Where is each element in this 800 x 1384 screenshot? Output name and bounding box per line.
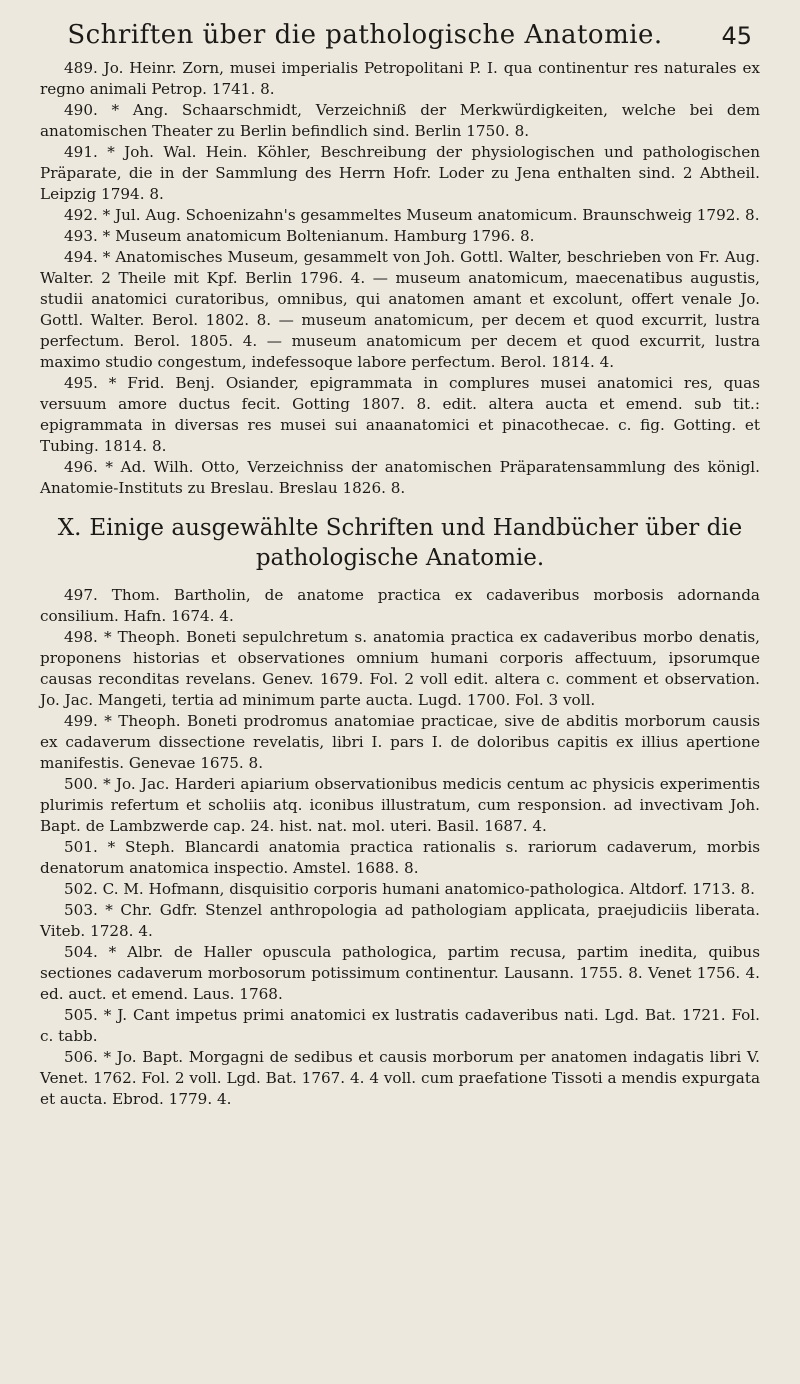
entry-493: 493. * Museum anatomicum Boltenianum. Hamburg 1796. 8.	[64, 227, 535, 245]
entry-498: 498. * Theoph. Boneti sepulchretum s. anatomia practica ex cadaveribus morbo denatis, proponens historias et observationes omnium humani corporis affectuum, ipsorumque causas reconditas revelans. Genev. 1679. Fol. 2 voll edit. altera c. comment et observation. Jo. Jac. Mangeti, tertia ad minimum parte aucta. Lugd. 1700. Fol. 3 voll.	[40, 628, 760, 709]
entry-506: 506. * Jo. Bapt. Morgagni de sedibus et causis morborum per anatomen indagatis libri V. Venet. 1762. Fol. 2 voll. Lgd. Bat. 1767. 4. 4 voll. cum praefatione Tissoti a mendis expurgata et aucta. Ebrod. 1779. 4.	[40, 1048, 760, 1108]
entry-492: 492. * Jul. Aug. Schoenizahn's gesammeltes Museum anatomicum. Braunschweig 1792. 8.	[64, 206, 760, 224]
entry-489: 489. Jo. Heinr. Zorn, musei imperialis Petropolitani P. I. qua continentur res naturales ex regno animali Petrop. 1741. 8.	[40, 59, 760, 98]
running-title: Schriften über die pathologische Anatomie.	[67, 20, 663, 50]
page-header	[40, 12, 760, 58]
entries-block	[40, 58, 760, 1110]
entry-495: 495. * Frid. Benj. Osiander, epigrammata in complures musei anatomici res, quas versuum amore ductus fecit. Gotting 1807. 8. edit. altera aucta et emend. sub tit.: epigrammata in diversas res musei sui anaanatomici et pinacothecae. c. fig. Gotting. et Tubing. 1814. 8.	[40, 374, 760, 455]
entry-504: 504. * Albr. de Haller opuscula pathologica, partim recusa, partim inedita, quibus sectiones cadaverum morbosorum potissimum continentur. Lausann. 1755. 8. Venet 1756. 4. ed. auct. et emend. Laus. 1768.	[40, 943, 760, 1003]
entry-500: 500. * Jo. Jac. Harderi apiarium observationibus medicis centum ac physicis experimentis plurimis refertum et scholiis atq. iconibus illustratum, cum responsion. ad invectivam Joh. Bapt. de Lambzwerde cap. 24. hist. nat. mol. uteri. Basil. 1687. 4.	[40, 775, 760, 835]
entry-499: 499. * Theoph. Boneti prodromus anatomiae practicae, sive de abditis morborum causis ex cadaverum dissectione revelatis, libri I. pars I. de doloribus capitis ex illius apertione manifestis. Genevae 1675. 8.	[40, 712, 760, 772]
entry-491: 491. * Joh. Wal. Hein. Köhler, Beschreibung der physiologischen und pathologischen Präparate, die in der Sammlung des Herrn Hofr. Loder zu Jena enthalten sind. 2 Abtheil. Leipzig 1794. 8.	[40, 143, 760, 203]
page-number: 45	[721, 22, 752, 50]
entry-494: 494. * Anatomisches Museum, gesammelt von Joh. Gottl. Walter, beschrieben von Fr. Aug. Walter. 2 Theile mit Kpf. Berlin 1796. 4. — museum anatomicum, maecenatibus augustis, studii anatomici curatoribus, omnibus, qui anatomen amant et excolunt, offert venale Jo. Gottl. Walter. Berol. 1802. 8. — museum anatomicum, per decem et quod excurrit, lustra perfectum. Berol. 1805. 4. — museum anatomicum per decem et quod excurrit, lustra maximo studio congestum, indefessoque labore perfectum. Berol. 1814. 4.	[40, 248, 760, 371]
entry-501: 501. * Steph. Blancardi anatomia practica rationalis s. rariorum cadaverum, morbis denatorum anatomica inspectio. Amstel. 1688. 8.	[40, 838, 760, 877]
section-heading	[40, 513, 760, 573]
entry-496: 496. * Ad. Wilh. Otto, Verzeichniss der anatomischen Präparatensammlung des königl. Anatomie-Instituts zu Breslau. Breslau 1826. 8.	[40, 458, 760, 497]
entry-503: 503. * Chr. Gdfr. Stenzel anthropologia ad pathologiam applicata, praejudiciis liberata. Viteb. 1728. 4.	[40, 901, 760, 940]
entry-502: 502. C. M. Hofmann, disquisitio corporis humani anatomico-pathologica. Altdorf. 1713. 8.	[64, 880, 755, 898]
section-title-line2: pathologische Anatomie.	[255, 545, 545, 571]
entry-497: 497. Thom. Bartholin, de anatome practica ex cadaveribus morbosis adornanda consilium. Hafn. 1674. 4.	[40, 586, 760, 625]
section-heading-line1	[40, 513, 760, 543]
entry-505: 505. * J. Cant impetus primi anatomici ex lustratis cadaveribus nati. Lgd. Bat. 1721. Fol. c. tabb.	[40, 1006, 760, 1045]
section-title-line1: Einige ausgewählte Schriften und Handbücher über die	[89, 515, 743, 541]
entry-490: 490. * Ang. Schaarschmidt, Verzeichniß der Merkwürdigkeiten, welche bei dem anatomischen Theater zu Berlin befindlich sind. Berlin 1750. 8.	[40, 101, 760, 140]
section-number: X.	[57, 515, 82, 541]
